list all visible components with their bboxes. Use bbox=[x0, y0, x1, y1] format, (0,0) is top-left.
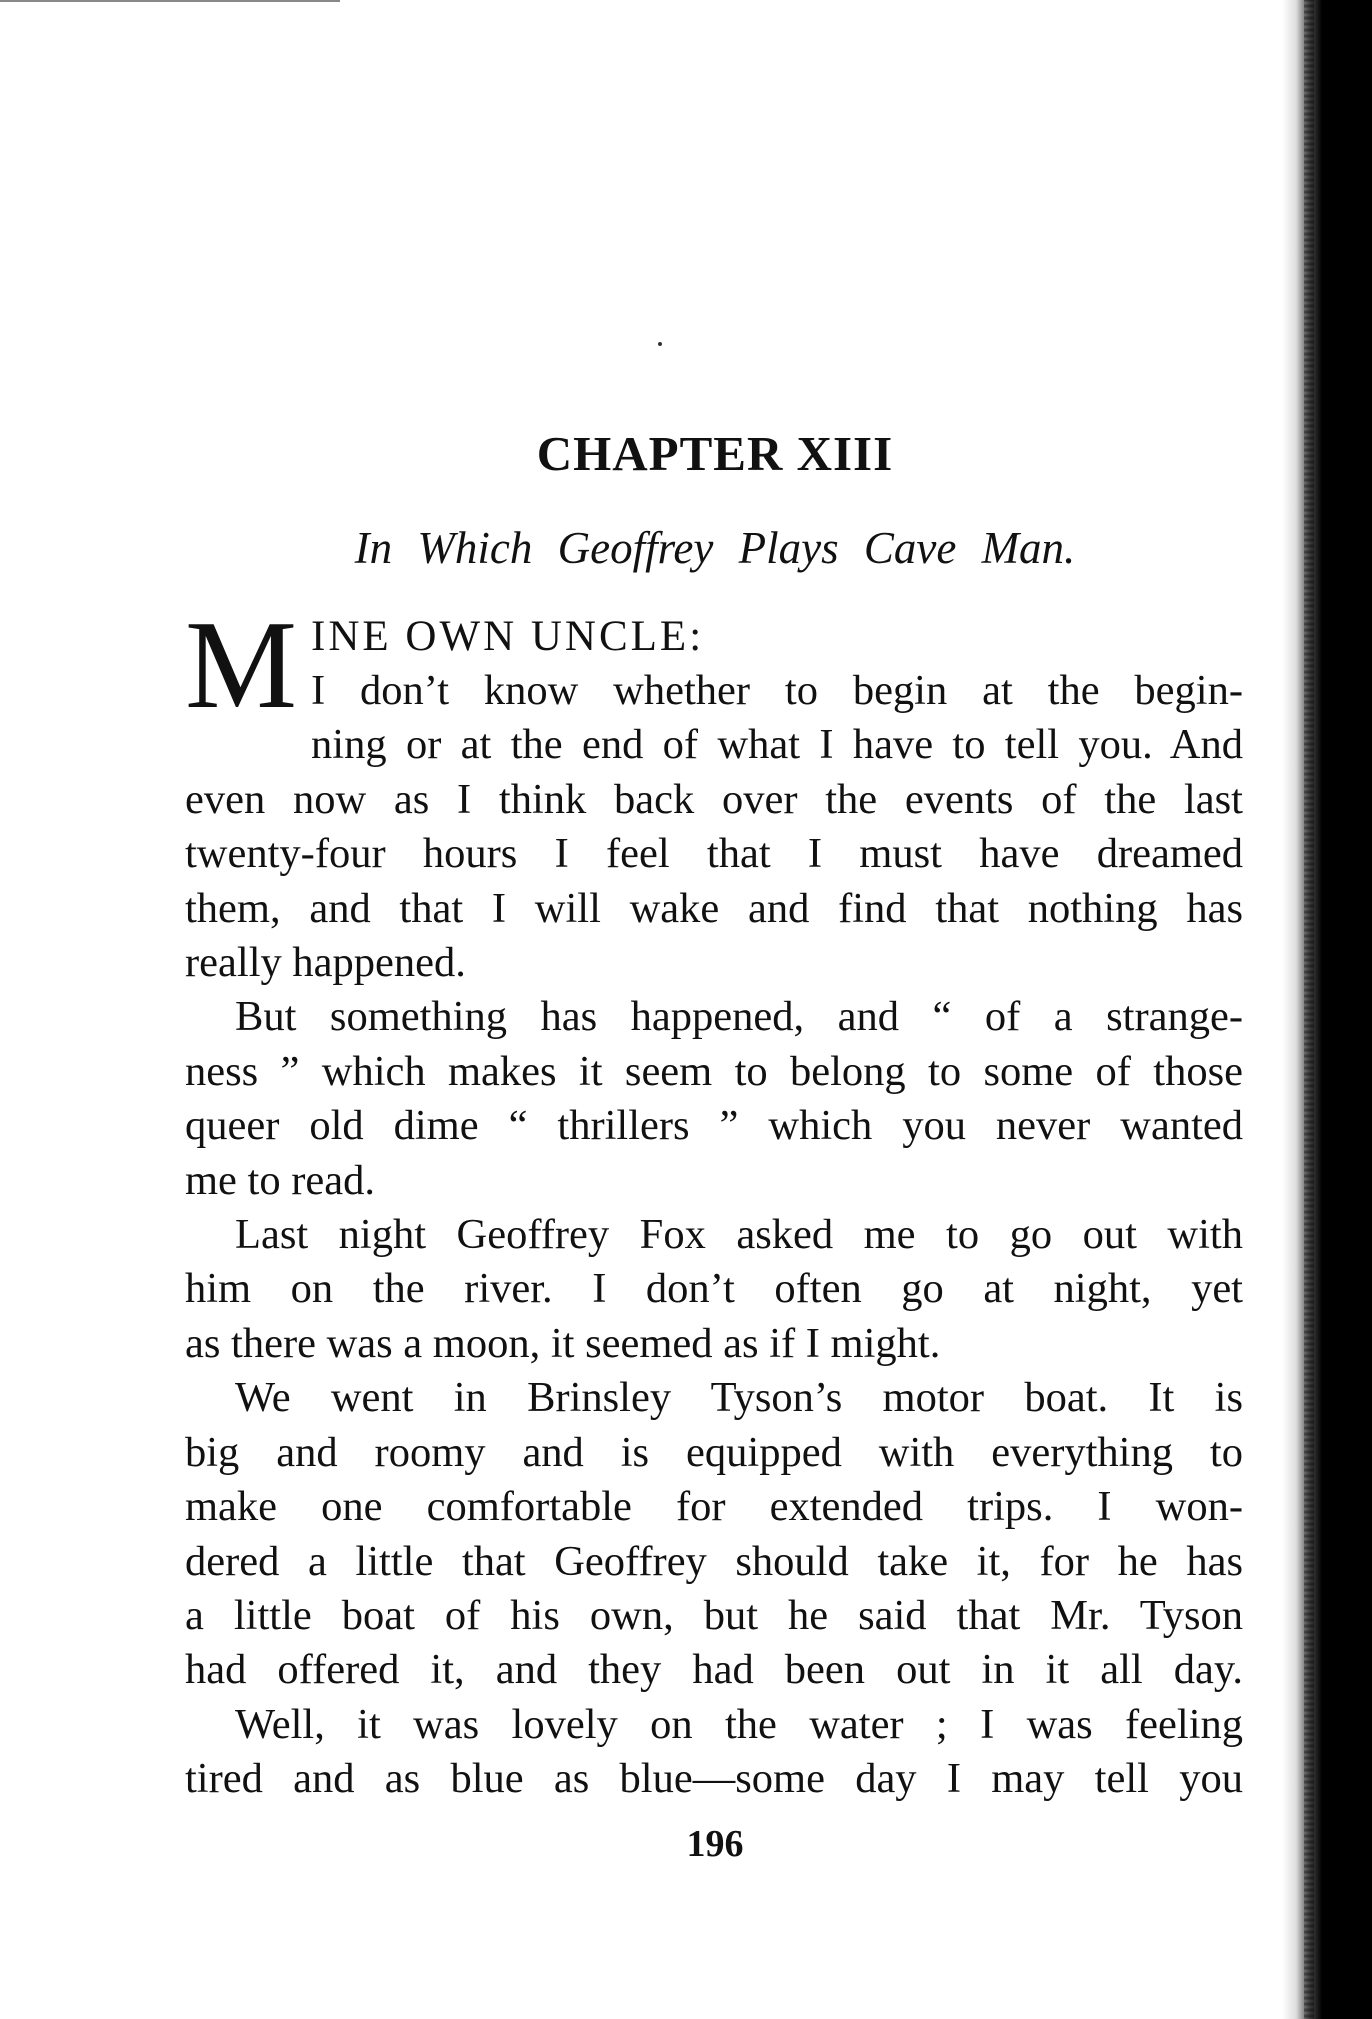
text-line: I don’t know whether to begin at the begin- bbox=[311, 667, 1243, 714]
text-line: We went in Brinsley Tyson’s motor boat. It is bbox=[235, 1374, 1243, 1422]
text-line: really happened. bbox=[185, 939, 466, 987]
top-edge-rule bbox=[0, 0, 340, 2]
text-line: ning or at the end of what I have to tell you. And bbox=[311, 721, 1243, 769]
text-line: a little boat of his own, but he said that Mr. Tyson bbox=[185, 1591, 1243, 1639]
text-line: even now as I think back over the events of the last bbox=[185, 775, 1243, 823]
ink-speck bbox=[658, 342, 662, 346]
text-line: But something has happened, and “ of a strange- bbox=[235, 993, 1243, 1041]
text-line: tired and as blue as blue—some day I may tell you bbox=[185, 1755, 1243, 1803]
text-line: me to read. bbox=[185, 1156, 375, 1204]
text-line: Last night Geoffrey Fox asked me to go out with bbox=[235, 1211, 1243, 1259]
text-line: him on the river. I don’t often go at night, yet bbox=[185, 1265, 1243, 1313]
text-line: big and roomy and is equipped with everything to bbox=[185, 1428, 1243, 1476]
page-number: 196 bbox=[686, 1823, 744, 1865]
text-line: as there was a moon, it seemed as if I might. bbox=[185, 1319, 941, 1367]
text-line: make one comfortable for extended trips. I won- bbox=[185, 1483, 1243, 1531]
drop-cap: M bbox=[185, 596, 298, 735]
salutation: INE OWN UNCLE: bbox=[311, 613, 705, 660]
text-line: had offered it, and they had been out in it all day. bbox=[185, 1646, 1243, 1694]
text-line: twenty-four hours I feel that I must have dreamed bbox=[185, 830, 1243, 878]
chapter-title: CHAPTER XIII bbox=[536, 426, 894, 481]
text-line: queer old dime “ thrillers ” which you never wanted bbox=[185, 1102, 1243, 1150]
text-line: them, and that I will wake and find that nothing has bbox=[185, 884, 1243, 932]
chapter-subtitle: In Which Geoffrey Plays Cave Man. bbox=[354, 523, 1076, 573]
book-spine-shadow bbox=[1282, 0, 1372, 2019]
text-line: ness ” which makes it seem to belong to some of those bbox=[185, 1047, 1243, 1095]
text-line: Well, it was lovely on the water ; I was feeling bbox=[235, 1700, 1243, 1748]
letter-body bbox=[185, 596, 1243, 1807]
text-line: dered a little that Geoffrey should take it, for he has bbox=[185, 1537, 1243, 1585]
